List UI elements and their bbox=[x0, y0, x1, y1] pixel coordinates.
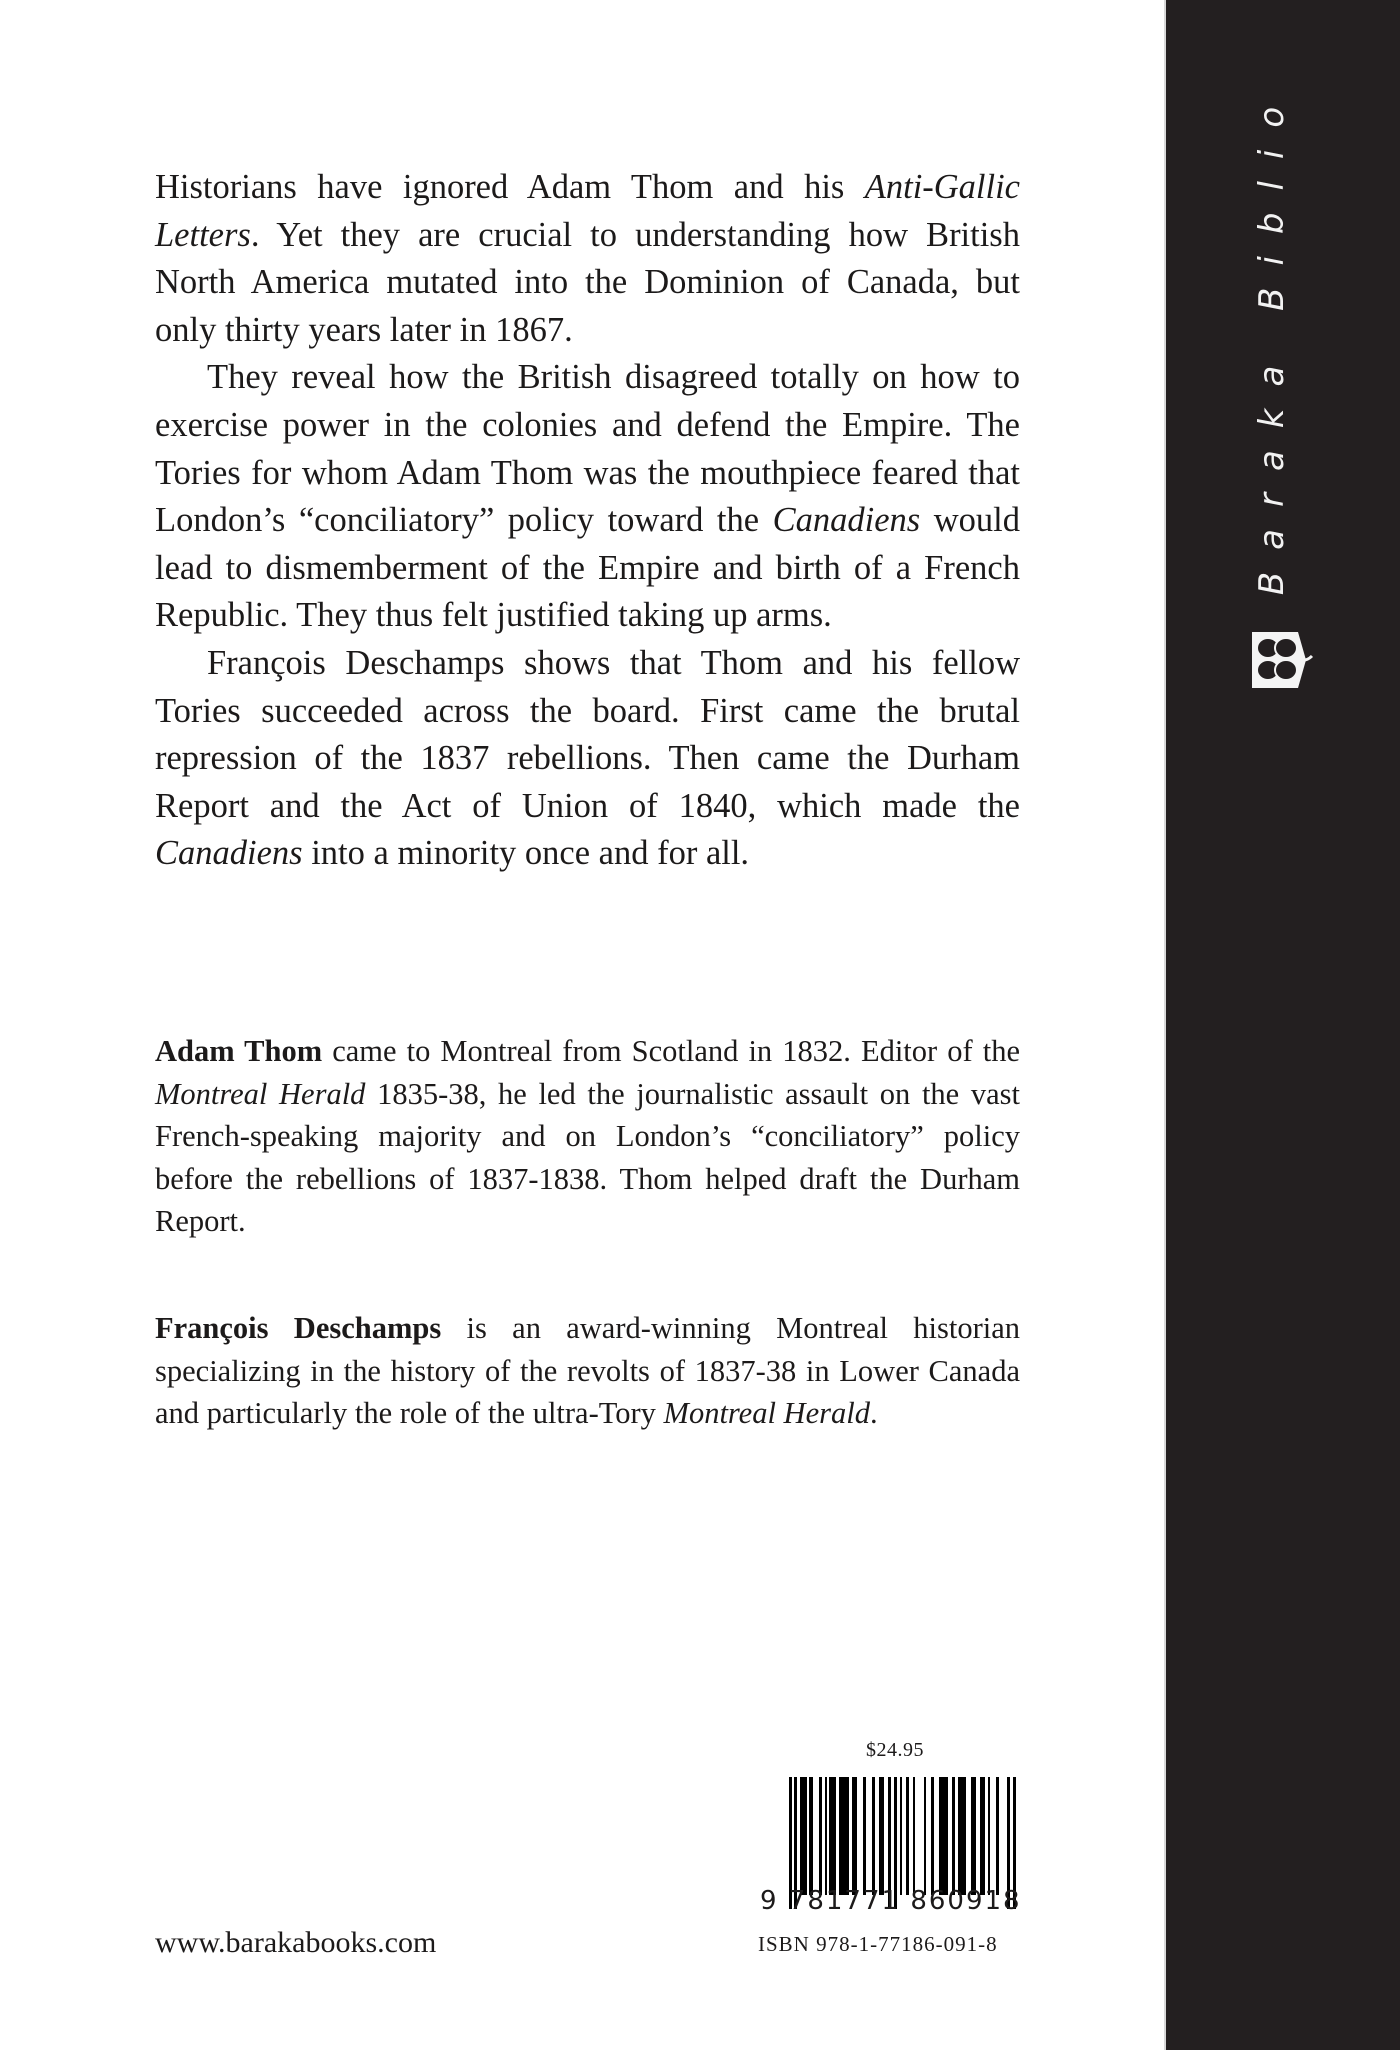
publisher-website[interactable]: www.barakabooks.com bbox=[155, 1926, 437, 1959]
clover-book-icon bbox=[1248, 628, 1314, 692]
spine-publisher bbox=[1252, 84, 1293, 596]
author-bio-thom: Adam Thom came to Montreal from Scotland in 1832. Editor of the Montreal Herald 1835-38, he led the journalistic assault on the vast French-speaking majority and on London’s “conciliatory” policy before the rebellions of 1837-1838. Thom helped draft the Durham Report. bbox=[155, 1034, 1020, 1239]
blurb-paragraph-1: Historians have ignored Adam Thom and his Anti-Gallic Letters. Yet they are crucial to understanding how British North America mutated into the Dominion of Canada, but only thirty years later in 1867. bbox=[155, 168, 1020, 349]
price: $24.95 bbox=[866, 1739, 924, 1761]
blurb bbox=[155, 164, 1020, 878]
barcode-digits: 9 781771 860918 bbox=[760, 1886, 1022, 1916]
isbn: ISBN 978-1-77186-091-8 bbox=[758, 1932, 998, 1956]
blurb-paragraph-2: They reveal how the British disagreed totally on how to exercise power in the colonies and defend the Empire. The Tories for whom Adam Thom was the mouthpiece feared that London’s “conciliatory” policy toward the Canadiens would lead to dismemberment of the Empire and birth of a French Republic. They thus felt justified taking up arms. bbox=[155, 358, 1020, 635]
blurb-paragraph-3: François Deschamps shows that Thom and his fellow Tories succeeded across the board. First came the brutal repression of the 1837 rebellions. Then came the Durham Report and the Act of Union of 1840, which made the Canadiens into a minority once and for all. bbox=[155, 643, 1020, 873]
author-bio-deschamps: François Deschamps is an award-winning Montreal historian specializing in the history of the revolts of 1837-38 in Lower Canada and particularly the role of the ultra-Tory Montreal Herald. bbox=[155, 1311, 1020, 1431]
publisher-name: Baraka Biblio bbox=[1252, 84, 1293, 596]
